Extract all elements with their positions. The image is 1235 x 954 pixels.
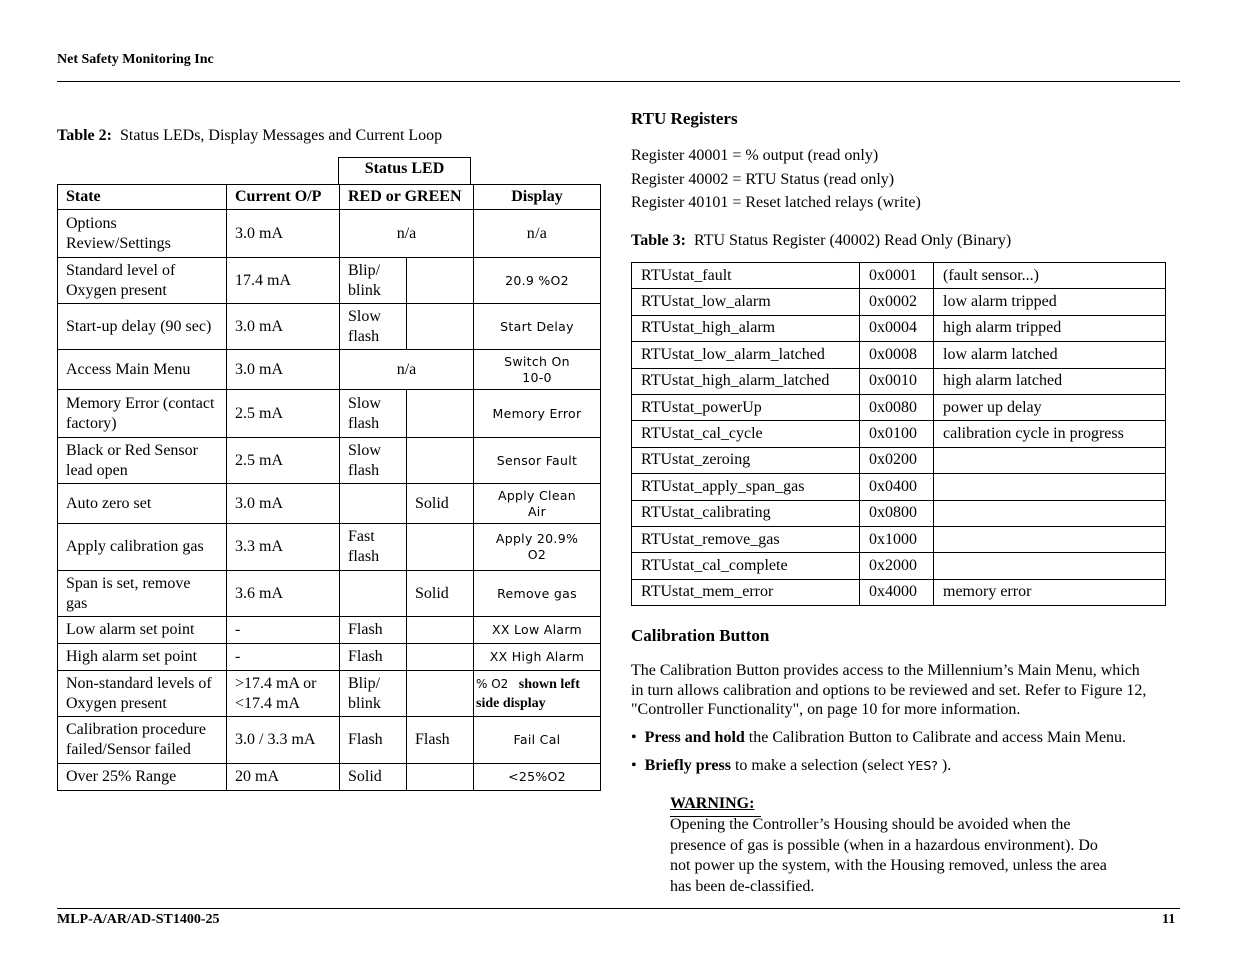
warning-text xyxy=(670,815,1150,897)
cell-line: High alarm set point xyxy=(66,648,198,665)
cell-line: Over 25% Range xyxy=(66,768,177,785)
cell-line: Slow xyxy=(348,307,381,325)
table-row xyxy=(58,304,601,350)
led-red-cell xyxy=(340,671,407,717)
led-red-cell xyxy=(340,484,407,524)
register-desc-cell: power up delay xyxy=(934,394,1166,420)
cell-line: Switch On xyxy=(504,353,570,369)
register-name-cell: RTUstat_powerUp xyxy=(632,394,860,420)
led-cell: n/a xyxy=(340,210,474,258)
cell-line: Memory Error (contact xyxy=(66,394,215,412)
status-led-header: Status LED xyxy=(338,157,471,184)
led-green-cell xyxy=(407,258,474,304)
rtu-status-table xyxy=(631,262,1166,606)
register-name-cell: RTUstat_fault xyxy=(632,263,860,289)
state-cell xyxy=(58,350,227,390)
table-row xyxy=(632,368,1166,394)
register-name-cell: RTUstat_calibrating xyxy=(632,500,860,526)
cell-line: Blip/ xyxy=(348,674,381,692)
table3-caption-text: RTU Status Register (40002) Read Only (Binary) xyxy=(693,232,1012,249)
cell-line: Slow xyxy=(348,394,381,412)
register-value-cell: 0x0002 xyxy=(860,289,934,315)
led-red-cell xyxy=(340,764,407,791)
cell-line: 20.9 %O2 xyxy=(505,272,569,288)
register-name-cell: RTUstat_apply_span_gas xyxy=(632,474,860,500)
cell-line: factory) xyxy=(66,414,117,432)
register-desc-cell: high alarm latched xyxy=(934,368,1166,394)
running-header: Net Safety Monitoring Inc xyxy=(57,52,214,67)
bullet-marker: • xyxy=(631,729,637,746)
state-cell xyxy=(58,484,227,524)
cell-line: Oxygen present xyxy=(66,281,167,299)
state-cell xyxy=(58,258,227,304)
current-cell: 20 mA xyxy=(227,764,340,791)
table3-caption xyxy=(631,232,1011,250)
state-cell xyxy=(58,644,227,671)
cell-line: Fail Cal xyxy=(513,732,561,747)
header-row xyxy=(58,185,601,210)
led-green-cell xyxy=(407,390,474,438)
register-desc-cell xyxy=(934,526,1166,552)
register-line: Register 40001 = % output (read only) xyxy=(631,147,879,164)
register-value-cell: 0x2000 xyxy=(860,553,934,579)
table-row xyxy=(58,764,601,791)
display-text-o2: % O2 xyxy=(476,676,509,691)
register-desc-cell: low alarm latched xyxy=(934,342,1166,368)
register-name-cell: RTUstat_cal_complete xyxy=(632,553,860,579)
register-value-cell: 0x0004 xyxy=(860,315,934,341)
cell-line: Start Delay xyxy=(500,318,574,334)
table-row xyxy=(632,289,1166,315)
register-desc-cell xyxy=(934,474,1166,500)
led-green-cell: Solid xyxy=(407,484,474,524)
register-desc-cell: (fault sensor...) xyxy=(934,263,1166,289)
led-green-cell xyxy=(407,764,474,791)
cell-line: n/a xyxy=(526,224,548,242)
register-value-cell: 0x0080 xyxy=(860,394,934,420)
display-note: side display xyxy=(476,695,546,711)
cell-line: <25%O2 xyxy=(508,769,566,784)
cell-line: Fast xyxy=(348,528,375,545)
state-cell xyxy=(58,717,227,764)
current-cell: - xyxy=(227,617,340,644)
display-cell xyxy=(474,210,601,258)
col-current-header: Current O/P xyxy=(227,185,340,210)
cell-line: lead open xyxy=(66,461,128,479)
register-value-cell: 0x4000 xyxy=(860,579,934,605)
register-value-cell: 0x0200 xyxy=(860,447,934,473)
led-cell: n/a xyxy=(340,350,474,390)
led-green-cell xyxy=(407,304,474,350)
cell-line: blink xyxy=(348,281,381,299)
register-desc-cell xyxy=(934,553,1166,579)
cell-line: Span is set, remove xyxy=(66,574,191,592)
cell-line: Solid xyxy=(348,768,382,785)
register-desc-cell: high alarm tripped xyxy=(934,315,1166,341)
led-green-cell: Solid xyxy=(407,571,474,617)
bullet-bold: Press and hold xyxy=(644,729,745,746)
table-row xyxy=(632,553,1166,579)
cell-line: Sensor Fault xyxy=(496,452,578,468)
current-cell xyxy=(227,671,340,717)
bullet-press-and-hold xyxy=(631,729,1126,747)
display-cell xyxy=(474,390,601,438)
cell-line: flash xyxy=(348,461,380,479)
display-cell xyxy=(474,350,601,390)
led-green-cell xyxy=(407,671,474,717)
bullet-briefly-press xyxy=(631,757,951,775)
rtu-registers-heading: RTU Registers xyxy=(631,109,738,128)
cell-line: XX Low Alarm xyxy=(491,622,583,637)
cell-line: Oxygen present xyxy=(66,694,167,712)
cell-line: Start-up delay (90 sec) xyxy=(66,317,212,335)
display-cell xyxy=(474,438,601,484)
calibration-button-heading: Calibration Button xyxy=(631,626,770,645)
cell-line xyxy=(476,675,598,694)
state-cell xyxy=(58,210,227,258)
led-green-cell xyxy=(407,438,474,484)
cell-line: flash xyxy=(348,327,380,345)
register-desc-cell: memory error xyxy=(934,579,1166,605)
paragraph-line: in turn allows calibration and options to be reviewed and set. Refer to Figure 12, xyxy=(631,681,1147,699)
register-desc-cell xyxy=(934,447,1166,473)
register-value-cell: 0x1000 xyxy=(860,526,934,552)
table-row xyxy=(58,350,601,390)
table-row xyxy=(58,258,601,304)
cell-line: Standard level of xyxy=(66,261,176,279)
table-row xyxy=(632,342,1166,368)
cell-line: Auto zero set xyxy=(66,494,152,512)
state-cell xyxy=(58,304,227,350)
cell-line: 10-0 xyxy=(522,369,552,385)
cell-line: gas xyxy=(66,594,88,612)
table-row xyxy=(58,438,601,484)
state-cell xyxy=(58,524,227,571)
cell-line: Review/Settings xyxy=(66,234,171,252)
header-rule xyxy=(57,81,1180,82)
register-value-cell: 0x0008 xyxy=(860,342,934,368)
led-red-cell xyxy=(340,258,407,304)
state-cell xyxy=(58,438,227,484)
display-cell xyxy=(474,644,601,671)
led-red-cell xyxy=(340,438,407,484)
current-cell: 3.3 mA xyxy=(227,524,340,571)
table-row xyxy=(58,484,601,524)
display-cell xyxy=(474,304,601,350)
cell-line: Calibration procedure xyxy=(66,721,206,738)
led-red-cell xyxy=(340,524,407,571)
register-value-cell: 0x0800 xyxy=(860,500,934,526)
current-cell: 3.6 mA xyxy=(227,571,340,617)
rtu-register-list xyxy=(631,144,921,215)
register-value-cell: 0x0100 xyxy=(860,421,934,447)
table-row xyxy=(632,526,1166,552)
cell-line: Options xyxy=(66,214,117,232)
table3-caption-label: Table 3: xyxy=(631,232,686,249)
state-cell xyxy=(58,571,227,617)
cell-line: Slow xyxy=(348,441,381,459)
cell-line: XX High Alarm xyxy=(489,649,585,664)
current-cell: 3.0 mA xyxy=(227,350,340,390)
state-cell xyxy=(58,764,227,791)
register-desc-cell: low alarm tripped xyxy=(934,289,1166,315)
cell-line: Flash xyxy=(348,621,383,638)
col-state-header: State xyxy=(58,185,227,210)
display-cell xyxy=(474,484,601,524)
cell-line: <17.4 mA xyxy=(235,694,301,712)
current-cell: 3.0 mA xyxy=(227,484,340,524)
bullet-marker: • xyxy=(631,757,637,774)
state-cell xyxy=(58,617,227,644)
current-cell: 2.5 mA xyxy=(227,438,340,484)
page-number: 11 xyxy=(1162,912,1176,927)
register-line: Register 40002 = RTU Status (read only) xyxy=(631,170,895,188)
table-row xyxy=(632,421,1166,447)
display-cell xyxy=(474,717,601,764)
table-row xyxy=(632,447,1166,473)
bullet-text-end: ). xyxy=(937,757,952,774)
register-name-cell: RTUstat_low_alarm xyxy=(632,289,860,315)
table-row xyxy=(58,571,601,617)
status-table xyxy=(57,184,601,791)
table2-caption-text: Status LEDs, Display Messages and Current Loop xyxy=(119,127,443,144)
table-row xyxy=(632,263,1166,289)
register-name-cell: RTUstat_low_alarm_latched xyxy=(632,342,860,368)
register-desc-cell xyxy=(934,500,1166,526)
cell-line: Non-standard levels of xyxy=(66,674,212,692)
table-row xyxy=(58,210,601,258)
register-desc-cell: calibration cycle in progress xyxy=(934,421,1166,447)
cell-line: Access Main Menu xyxy=(66,360,191,378)
cell-line: >17.4 mA or xyxy=(235,674,317,692)
display-cell xyxy=(474,524,601,571)
cell-line: flash xyxy=(348,414,380,432)
register-name-cell: RTUstat_high_alarm_latched xyxy=(632,368,860,394)
table-row xyxy=(58,390,601,438)
current-cell: 2.5 mA xyxy=(227,390,340,438)
table-row xyxy=(632,315,1166,341)
warning-line: presence of gas is possible (when in a hazardous environment). Do xyxy=(670,836,1098,854)
calibration-paragraph xyxy=(631,661,1179,720)
paragraph-line: The Calibration Button provides access to the Millennium’s Main Menu, which xyxy=(631,662,1140,679)
bullet-bold: Briefly press xyxy=(644,757,731,774)
bullet-text: the Calibration Button to Calibrate and access Main Menu. xyxy=(744,729,1127,746)
current-cell: - xyxy=(227,644,340,671)
register-name-cell: RTUstat_mem_error xyxy=(632,579,860,605)
cell-line: blink xyxy=(348,694,381,712)
display-cell xyxy=(474,571,601,617)
warning-line: Opening the Controller’s Housing should be avoided when the xyxy=(670,816,1071,833)
display-text-yes: YES? xyxy=(907,758,938,773)
table-row xyxy=(632,394,1166,420)
state-cell xyxy=(58,390,227,438)
warning-line: not power up the system, with the Housing removed, unless the area xyxy=(670,857,1107,874)
cell-line: O2 xyxy=(527,547,547,562)
display-note: shown left xyxy=(518,676,580,692)
col-display-header: Display xyxy=(474,185,601,210)
warning-title: WARNING: xyxy=(670,795,755,812)
current-cell: 17.4 mA xyxy=(227,258,340,304)
cell-line: Flash xyxy=(348,648,383,665)
table-row xyxy=(632,579,1166,605)
cell-line: Apply Clean xyxy=(497,487,577,503)
current-cell: 3.0 mA xyxy=(227,304,340,350)
led-red-cell xyxy=(340,617,407,644)
register-value-cell: 0x0010 xyxy=(860,368,934,394)
register-name-cell: RTUstat_high_alarm xyxy=(632,315,860,341)
table-row xyxy=(632,474,1166,500)
register-line: Register 40101 = Reset latched relays (write) xyxy=(631,194,921,211)
bullet-text: to make a selection (select xyxy=(730,757,908,774)
warning-line: has been de-classified. xyxy=(670,877,815,895)
register-name-cell: RTUstat_cal_cycle xyxy=(632,421,860,447)
current-cell: 3.0 mA xyxy=(227,210,340,258)
table-row xyxy=(58,524,601,571)
table-row xyxy=(58,617,601,644)
led-red-cell xyxy=(340,571,407,617)
led-red-cell xyxy=(340,644,407,671)
cell-line: Memory Error xyxy=(492,405,582,421)
register-value-cell: 0x0001 xyxy=(860,263,934,289)
cell-line: Apply 20.9% xyxy=(495,531,579,546)
register-name-cell: RTUstat_remove_gas xyxy=(632,526,860,552)
cell-line: Blip/ xyxy=(348,261,381,279)
cell-line: failed/Sensor failed xyxy=(66,741,191,758)
cell-line: Flash xyxy=(348,731,383,748)
table-row xyxy=(632,500,1166,526)
register-name-cell: RTUstat_zeroing xyxy=(632,447,860,473)
table-row xyxy=(58,717,601,764)
table2-caption xyxy=(57,127,442,145)
cell-line: Black or Red Sensor xyxy=(66,441,198,459)
display-cell xyxy=(474,764,601,791)
led-green-cell xyxy=(407,617,474,644)
display-cell xyxy=(474,671,601,717)
cell-line: Apply calibration gas xyxy=(66,538,204,555)
led-red-cell xyxy=(340,390,407,438)
cell-line: Remove gas xyxy=(497,585,577,601)
col-led-header: RED or GREEN xyxy=(340,185,474,210)
table-row xyxy=(58,644,601,671)
display-cell xyxy=(474,258,601,304)
paragraph-line: "Controller Functionality", on page 10 for more information. xyxy=(631,701,1021,718)
table-row xyxy=(58,671,601,717)
led-red-cell xyxy=(340,717,407,764)
cell-line: flash xyxy=(348,548,380,565)
led-green-cell xyxy=(407,524,474,571)
led-green-cell xyxy=(407,644,474,671)
table2-caption-label: Table 2: xyxy=(57,127,112,144)
footer-rule xyxy=(57,908,1180,909)
state-cell xyxy=(58,671,227,717)
display-cell xyxy=(474,617,601,644)
footer-doc-id: MLP-A/AR/AD-ST1400-25 xyxy=(57,912,220,927)
led-red-cell xyxy=(340,304,407,350)
led-green-cell: Flash xyxy=(407,717,474,764)
current-cell: 3.0 / 3.3 mA xyxy=(227,717,340,764)
register-value-cell: 0x0400 xyxy=(860,474,934,500)
cell-line: Low alarm set point xyxy=(66,621,195,638)
cell-line: Air xyxy=(527,503,547,519)
